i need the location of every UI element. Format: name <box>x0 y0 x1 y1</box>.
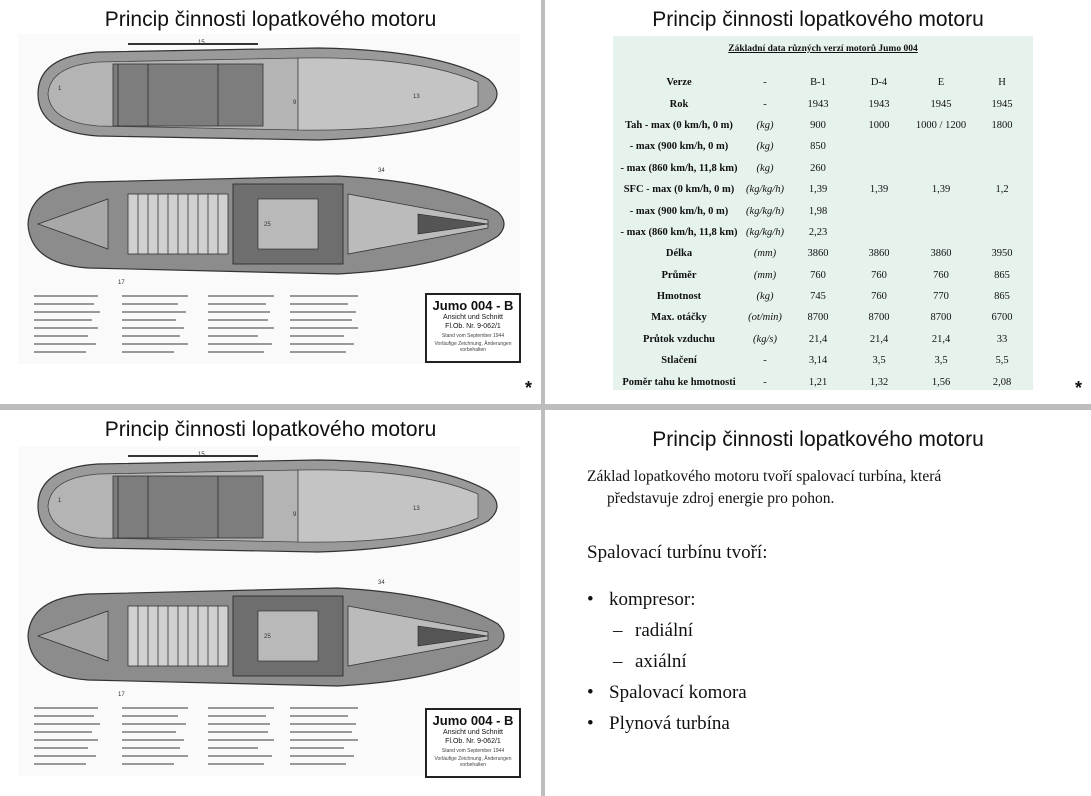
value-cell: 1,21 <box>808 376 828 388</box>
row-label: - max (900 km/h, 0 m) <box>629 141 729 153</box>
unit-cell: (kg) <box>756 141 774 153</box>
table-row <box>615 72 1031 93</box>
engine-data-table <box>615 72 1031 393</box>
svg-text:34: 34 <box>378 168 385 174</box>
value-cell <box>909 222 973 243</box>
table-row <box>615 265 1031 286</box>
unit-cell: (kg/kg/h) <box>746 205 784 217</box>
row-label: Délka <box>665 248 693 260</box>
svg-text:9: 9 <box>293 100 297 106</box>
value-cell: 260 <box>810 162 826 174</box>
svg-text:13: 13 <box>413 506 420 512</box>
subheading: Spalovací turbínu tvoří: <box>587 542 768 563</box>
value-cell: 3950 <box>991 248 1013 260</box>
row-label: Průměr <box>661 269 697 281</box>
svg-text:25: 25 <box>264 634 271 640</box>
unit-cell: (kg) <box>756 291 774 303</box>
slide-2[interactable] <box>545 0 1091 404</box>
row-label: Stlačení <box>661 355 697 367</box>
slide-4[interactable] <box>545 410 1091 796</box>
table-row <box>615 350 1031 371</box>
value-cell: 3,5 <box>934 355 948 367</box>
slide-marker: * <box>1075 378 1083 398</box>
value-cell: 1800 <box>991 119 1013 131</box>
value-cell <box>973 136 1031 157</box>
value-cell: 1,98 <box>808 205 828 217</box>
row-label: - max (860 km/h, 11,8 km) <box>620 226 738 238</box>
unit-cell: - <box>763 355 767 367</box>
value-cell: 760 <box>810 269 826 281</box>
value-cell: 8700 <box>930 312 952 324</box>
value-cell: 1000 / 1200 <box>915 119 967 131</box>
table-row <box>615 136 1031 157</box>
value-cell <box>909 158 973 179</box>
intro-line-1: Základ lopatkového motoru tvoří spalovací turbína, která <box>587 468 942 485</box>
slide-1[interactable] <box>0 0 541 404</box>
value-cell: 3860 <box>868 248 890 260</box>
unit-cell: (kg) <box>756 119 774 131</box>
value-cell: 850 <box>810 141 826 153</box>
value-cell: 865 <box>994 291 1010 303</box>
value-cell: 1945 <box>930 98 952 110</box>
value-cell <box>973 200 1031 221</box>
bullet-list <box>587 584 747 739</box>
poster-line4: Vorläufige Zeichnung, Änderungen vorbehalten <box>434 756 512 768</box>
value-cell <box>849 200 909 221</box>
value-cell: 8700 <box>807 312 829 324</box>
table-row <box>615 200 1031 221</box>
table-row <box>615 243 1031 264</box>
poster-line3: Stand vom September 1944 <box>441 333 505 339</box>
svg-text:25: 25 <box>264 222 271 228</box>
row-label: Max. otáčky <box>651 312 707 324</box>
value-cell: E <box>937 77 945 89</box>
row-label: - max (860 km/h, 11,8 km) <box>620 162 738 174</box>
svg-text:13: 13 <box>413 94 420 100</box>
value-cell: 1,2 <box>995 184 1009 196</box>
unit-cell: - <box>763 77 767 89</box>
svg-text:9: 9 <box>293 512 297 518</box>
bullet-dot-icon: • <box>587 589 594 610</box>
value-cell: 3860 <box>930 248 952 260</box>
table-row <box>615 158 1031 179</box>
poster-line3: Stand vom September 1944 <box>441 748 505 754</box>
unit-cell: - <box>763 98 767 110</box>
value-cell: B-1 <box>810 77 826 89</box>
row-label: Rok <box>669 98 689 110</box>
value-cell <box>849 158 909 179</box>
value-cell: 1945 <box>991 98 1013 110</box>
poster-line4: Vorläufige Zeichnung, Änderungen vorbehalten <box>434 341 512 353</box>
value-cell: 760 <box>933 269 949 281</box>
value-cell <box>973 158 1031 179</box>
value-cell: 8700 <box>868 312 890 324</box>
bullet-text: axiální <box>635 651 687 672</box>
value-cell: 21,4 <box>808 333 828 345</box>
bullet-text: radiální <box>635 620 694 641</box>
value-cell: H <box>998 77 1006 89</box>
value-cell: 1,39 <box>931 184 951 196</box>
unit-cell: (kg/kg/h) <box>746 184 784 196</box>
slide-title: Princip činnosti lopatkového motoru <box>652 428 984 451</box>
poster-line1: Ansicht und Schnitt <box>443 314 503 321</box>
table-row <box>615 286 1031 307</box>
svg-text:15: 15 <box>198 452 205 458</box>
slide-3[interactable] <box>0 410 541 796</box>
bullet-text: Plynová turbína <box>609 713 730 734</box>
value-cell <box>849 222 909 243</box>
sub-bullet-item <box>587 615 747 646</box>
value-cell: 760 <box>871 269 887 281</box>
bullet-item <box>587 708 747 739</box>
table-row <box>615 179 1031 200</box>
table-caption: Základní data různých verzí motorů Jumo 004 <box>728 44 918 54</box>
value-cell: 2,08 <box>992 376 1012 388</box>
bullet-item <box>587 584 747 615</box>
bullet-dot-icon: • <box>587 713 594 734</box>
value-cell: 6700 <box>991 312 1013 324</box>
table-row <box>615 115 1031 136</box>
dash-icon: – <box>613 620 623 641</box>
table-row <box>615 222 1031 243</box>
value-cell: 745 <box>810 291 826 303</box>
slide-title: Princip činnosti lopatkového motoru <box>652 8 984 31</box>
table-row <box>615 93 1031 114</box>
row-label: Hmotnost <box>656 291 702 303</box>
intro-paragraph <box>587 466 1057 510</box>
bullet-text: Spalovací komora <box>609 682 747 703</box>
dash-icon: – <box>613 651 623 672</box>
sub-bullet-item <box>587 646 747 677</box>
unit-cell: (kg/s) <box>753 333 777 345</box>
value-cell: 1,39 <box>869 184 889 196</box>
row-label: Verze <box>666 77 692 89</box>
value-cell: D-4 <box>870 77 888 89</box>
poster-line2: Fl.Ob. Nr. 9-062/1 <box>445 738 501 745</box>
unit-cell: (kg/kg/h) <box>746 226 784 238</box>
unit-cell: (mm) <box>753 269 777 281</box>
poster-line2: Fl.Ob. Nr. 9-062/1 <box>445 323 501 330</box>
value-cell <box>909 200 973 221</box>
table-row <box>615 371 1031 392</box>
value-cell: 900 <box>810 119 826 131</box>
value-cell <box>973 222 1031 243</box>
value-cell: 1,32 <box>869 376 889 388</box>
unit-cell: (ot/min) <box>748 312 782 324</box>
value-cell: 3,5 <box>872 355 886 367</box>
value-cell: 1943 <box>868 98 890 110</box>
svg-text:1: 1 <box>58 498 62 504</box>
value-cell: 770 <box>933 291 949 303</box>
value-cell: 2,23 <box>808 226 828 238</box>
value-cell: 1,39 <box>808 184 828 196</box>
value-cell: 760 <box>871 291 887 303</box>
bullet-item <box>587 677 747 708</box>
unit-cell: (kg) <box>756 162 774 174</box>
svg-text:17: 17 <box>118 692 125 698</box>
row-label: Průtok vzduchu <box>642 333 716 345</box>
bullet-text: kompresor: <box>609 589 696 610</box>
slide-title: Princip činnosti lopatkového motoru <box>104 8 437 31</box>
value-cell <box>849 136 909 157</box>
row-label: Tah - max (0 km/h, 0 m) <box>625 119 733 131</box>
slide-title: Princip činnosti lopatkového motoru <box>104 418 437 441</box>
slide-marker: * <box>525 378 533 398</box>
poster-title-box <box>425 708 521 778</box>
svg-text:17: 17 <box>118 280 125 286</box>
intro-line-2: představuje zdroj energie pro pohon. <box>607 490 835 507</box>
value-cell: 21,4 <box>869 333 889 345</box>
unit-cell: (mm) <box>753 248 777 260</box>
value-cell: 865 <box>994 269 1010 281</box>
value-cell: 1943 <box>807 98 829 110</box>
poster-engine-name: Jumo 004 - B <box>432 298 514 313</box>
row-label: Poměr tahu ke hmotnosti <box>622 376 736 388</box>
poster-title-box <box>425 293 521 363</box>
poster-line1: Ansicht und Schnitt <box>443 729 503 736</box>
unit-cell: - <box>763 376 767 388</box>
svg-text:15: 15 <box>198 40 205 46</box>
table-row <box>615 329 1031 350</box>
engine-data-panel <box>613 36 1033 390</box>
row-label: - max (900 km/h, 0 m) <box>629 205 729 217</box>
table-row <box>615 307 1031 328</box>
value-cell: 3,14 <box>808 355 828 367</box>
value-cell: 3860 <box>807 248 829 260</box>
value-cell: 1000 <box>868 119 890 131</box>
value-cell: 1,56 <box>931 376 951 388</box>
bullet-dot-icon: • <box>587 682 594 703</box>
value-cell: 21,4 <box>931 333 951 345</box>
svg-text:1: 1 <box>58 86 62 92</box>
value-cell: 5,5 <box>995 355 1009 367</box>
row-label: SFC - max (0 km/h, 0 m) <box>623 184 735 196</box>
svg-text:34: 34 <box>378 580 385 586</box>
poster-engine-name: Jumo 004 - B <box>432 713 514 728</box>
value-cell: 33 <box>996 333 1008 345</box>
value-cell <box>909 136 973 157</box>
